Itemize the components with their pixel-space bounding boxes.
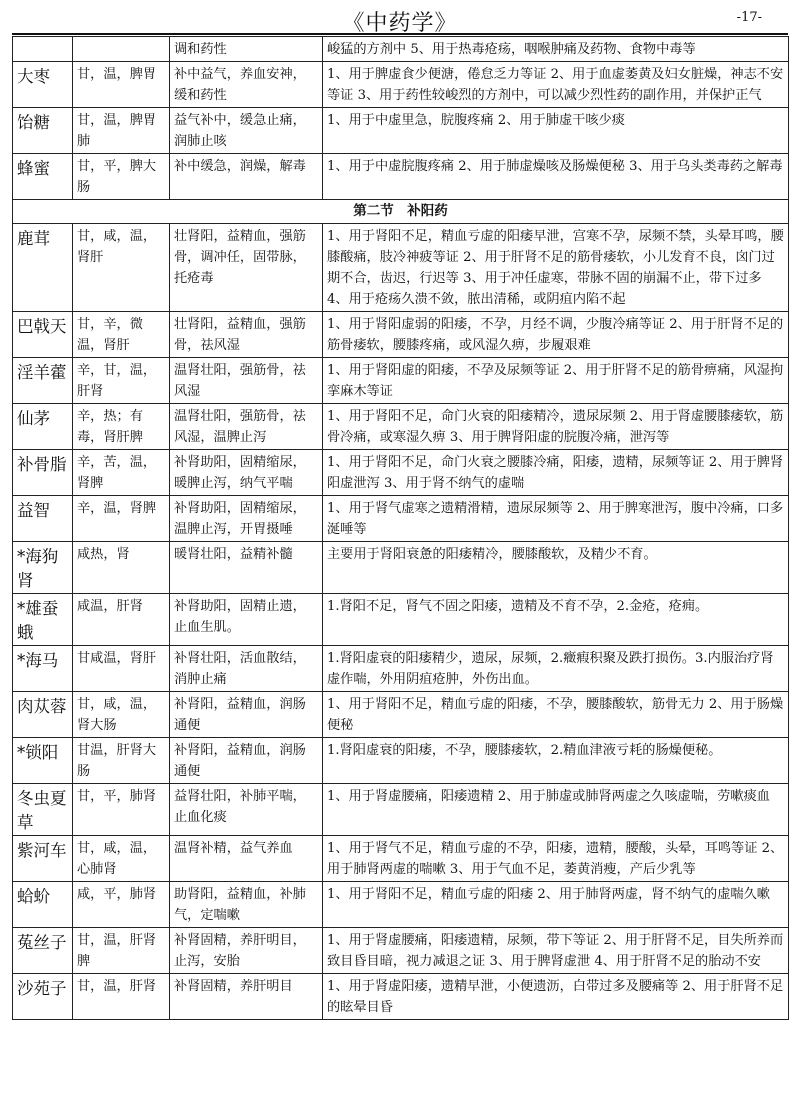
- herb-name: 仙茅: [13, 404, 73, 450]
- table-row: [13, 542, 789, 594]
- herb-usage: 1、用于肾阳不足，精血亏虚的阳痿 2、用于肺肾两虚，肾不纳气的虚喘久嗽: [323, 882, 789, 928]
- herb-usage: 1、用于肾虚阳痿，遗精早泄，小便遗沥，白带过多及腰痛等 2、用于肝肾不足的眩晕目昏: [323, 974, 789, 1020]
- table-row: [13, 224, 789, 312]
- herb-usage: 1、用于肾阳不足，精血亏虚的阳痿，不孕，腰膝酸软，筋骨无力 2、用于肠燥便秘: [323, 692, 789, 738]
- table-row: [13, 404, 789, 450]
- herb-name: 饴糖: [13, 108, 73, 154]
- herb-property: 甘温，肝肾大肠: [73, 738, 170, 784]
- herb-name: 鹿茸: [13, 224, 73, 312]
- table-row: [13, 646, 789, 692]
- herb-function: 补肾阳，益精血，润肠通便: [170, 738, 323, 784]
- herb-usage: 1、用于肾阳虚的阳痿，不孕及尿频等证 2、用于肝肾不足的筋骨痹痛，风湿拘挛麻木等证: [323, 358, 789, 404]
- table-row: [13, 928, 789, 974]
- herb-property: 甘，咸，温，肾肝: [73, 224, 170, 312]
- herb-function: 补肾助阳，固精缩尿，暖脾止泻，纳气平喘: [170, 450, 323, 496]
- herb-usage: 1.肾阳不足，肾气不固之阳痿，遗精及不育不孕，2.金疮，疮痈。: [323, 594, 789, 646]
- herb-name: 淫羊藿: [13, 358, 73, 404]
- herb-table: [12, 36, 789, 1020]
- herb-name: 巴戟天: [13, 312, 73, 358]
- herb-usage: 1、用于肾气虚寒之遗精滑精，遗尿尿频等 2、用于脾寒泄泻，腹中冷痛，口多涎唾等: [323, 496, 789, 542]
- herb-usage: 峻猛的方剂中 5、用于热毒疮疡，咽喉肿痛及药物、食物中毒等: [323, 37, 789, 62]
- herb-name: 大枣: [13, 62, 73, 108]
- herb-property: 咸温，肝肾: [73, 594, 170, 646]
- herb-function: 补中益气，养血安神，缓和药性: [170, 62, 323, 108]
- herb-name: 紫河车: [13, 836, 73, 882]
- table-row: [13, 62, 789, 108]
- herb-name: *锁阳: [13, 738, 73, 784]
- herb-name: *雄蚕蛾: [13, 594, 73, 646]
- document-title: 《中药学》: [342, 11, 458, 36]
- herb-usage: 1、用于脾虚食少便溏，倦怠乏力等证 2、用于血虚萎黄及妇女脏燥，神志不安等证 3、用于药性较峻烈的方剂中，可以减少烈性药的副作用，并保护正气: [323, 62, 789, 108]
- herb-function: 补肾固精，养肝明目，止泻，安胎: [170, 928, 323, 974]
- table-row: [13, 738, 789, 784]
- herb-table-body: [13, 37, 789, 1020]
- herb-property: 甘，温，脾胃肺: [73, 108, 170, 154]
- herb-usage: 1、用于肾阳虚弱的阳痿，不孕，月经不调，少腹冷痛等证 2、用于肝肾不足的筋骨痿软，腰膝疼痛，或风湿久痹，步履艰难: [323, 312, 789, 358]
- herb-function: 温肾补精，益气养血: [170, 836, 323, 882]
- herb-property: 辛，热；有毒，肾肝脾: [73, 404, 170, 450]
- page-number: -17-: [736, 10, 762, 25]
- herb-name: *海马: [13, 646, 73, 692]
- table-row: [13, 37, 789, 62]
- table-row: [13, 594, 789, 646]
- herb-name: 益智: [13, 496, 73, 542]
- herb-function: 益气补中，缓急止痛，润肺止咳: [170, 108, 323, 154]
- table-row: [13, 882, 789, 928]
- herb-function: 暖肾壮阳，益精补髓: [170, 542, 323, 594]
- herb-usage: 1.肾阳虚衰的阳痿，不孕，腰膝痿软，2.精血津液亏耗的肠燥便秘。: [323, 738, 789, 784]
- herb-name: [13, 37, 73, 62]
- herb-property: 甘，平，肺肾: [73, 784, 170, 836]
- herb-name: 冬虫夏草: [13, 784, 73, 836]
- herb-function: 补肾助阳，固精止遗，止血生肌。: [170, 594, 323, 646]
- herb-name: 肉苁蓉: [13, 692, 73, 738]
- herb-property: 甘，咸，温，心肺肾: [73, 836, 170, 882]
- herb-usage: 1、用于肾气不足，精血亏虚的不孕，阳痿，遗精，腰酸，头晕，耳鸣等证 2、用于肺肾两虚的喘嗽 3、用于气血不足，萎黄消瘦，产后少乳等: [323, 836, 789, 882]
- herb-usage: 1、用于肾阳不足，命门火衰的阳痿精冷，遗尿尿频 2、用于肾虚腰膝痿软，筋骨冷痛，或寒湿久痹 3、用于脾肾阳虚的脘腹冷痛，泄泻等: [323, 404, 789, 450]
- herb-usage: 主要用于肾阳衰惫的阳痿精冷，腰膝酸软，及精少不育。: [323, 542, 789, 594]
- table-row: [13, 836, 789, 882]
- page-header: [0, 0, 800, 36]
- herb-property: 辛，甘，温，肝肾: [73, 358, 170, 404]
- herb-property: 甘咸温，肾肝: [73, 646, 170, 692]
- herb-function: 助肾阳，益精血，补肺气，定喘嗽: [170, 882, 323, 928]
- herb-function: 补肾壮阳，活血散结，消肿止痛: [170, 646, 323, 692]
- herb-usage: 1、用于中虚脘腹疼痛 2、用于肺虚燥咳及肠燥便秘 3、用于乌头类毒药之解毒: [323, 154, 789, 200]
- herb-property: 咸，平，肺肾: [73, 882, 170, 928]
- herb-property: 甘，咸，温，肾大肠: [73, 692, 170, 738]
- section-heading-row: [13, 200, 789, 224]
- herb-property: [73, 37, 170, 62]
- table-row: [13, 450, 789, 496]
- table-row: [13, 154, 789, 200]
- herb-function: 温肾壮阳，强筋骨，祛风湿: [170, 358, 323, 404]
- table-row: [13, 692, 789, 738]
- herb-function: 壮肾阳，益精血，强筋骨，调冲任，固带脉，托疮毒: [170, 224, 323, 312]
- herb-function: 补肾阳，益精血，润肠通便: [170, 692, 323, 738]
- herb-usage: 1、用于肾阳不足，命门火衰之腰膝冷痛，阳痿，遗精，尿频等证 2、用于脾肾阳虚泄泻 3、用于肾不纳气的虚喘: [323, 450, 789, 496]
- section-heading: 第二节 补阳药: [13, 200, 789, 224]
- herb-usage: 1.肾阳虚衰的阳痿精少，遗尿，尿频，2.癥瘕积聚及跌打损伤。3.内服治疗肾虚作喘，外用阴疽疮肿，外伤出血。: [323, 646, 789, 692]
- herb-name: 补骨脂: [13, 450, 73, 496]
- herb-usage: 1、用于中虚里急，脘腹疼痛 2、用于肺虚干咳少痰: [323, 108, 789, 154]
- herb-usage: 1、用于肾阳不足，精血亏虚的阳痿早泄，宫寒不孕，尿频不禁，头晕耳鸣，腰膝酸痛，肢冷神疲等证 2、用于肝肾不足的筋骨痿软，小儿发育不良，囟门过期不合，齿迟，行迟等 3、用于冲任虚寒，带脉不固的崩漏不止，带下过多 4、用于疮疡久溃不敛，脓出清稀，或阴疽内陷不起: [323, 224, 789, 312]
- herb-property: 辛，温，肾脾: [73, 496, 170, 542]
- herb-name: 菟丝子: [13, 928, 73, 974]
- herb-function: 补肾固精，养肝明目: [170, 974, 323, 1020]
- herb-function: 补中缓急，润燥，解毒: [170, 154, 323, 200]
- herb-property: 甘，辛，微温，肾肝: [73, 312, 170, 358]
- table-row: [13, 974, 789, 1020]
- herb-property: 咸热，肾: [73, 542, 170, 594]
- herb-function: 调和药性: [170, 37, 323, 62]
- table-row: [13, 108, 789, 154]
- herb-usage: 1、用于肾虚腰痛，阳痿遗精，尿频，带下等证 2、用于肝肾不足，目失所养而致目昏目暗，视力减退之证 3、用于脾肾虚泄 4、用于肝肾不足的胎动不安: [323, 928, 789, 974]
- herb-name: *海狗肾: [13, 542, 73, 594]
- herb-name: 蜂蜜: [13, 154, 73, 200]
- herb-usage: 1、用于肾虚腰痛，阳痿遗精 2、用于肺虚或肺肾两虚之久咳虚喘，劳嗽痰血: [323, 784, 789, 836]
- herb-name: 蛤蚧: [13, 882, 73, 928]
- herb-property: 甘，温，肝肾: [73, 974, 170, 1020]
- herb-property: 甘，平，脾大肠: [73, 154, 170, 200]
- table-row: [13, 784, 789, 836]
- herb-property: 甘，温，脾胃: [73, 62, 170, 108]
- herb-function: 壮肾阳，益精血，强筋骨，祛风湿: [170, 312, 323, 358]
- herb-name: 沙苑子: [13, 974, 73, 1020]
- table-row: [13, 312, 789, 358]
- herb-function: 温肾壮阳，强筋骨，祛风湿，温脾止泻: [170, 404, 323, 450]
- header-rule: [12, 33, 788, 35]
- table-row: [13, 358, 789, 404]
- herb-property: 辛，苦，温，肾脾: [73, 450, 170, 496]
- herb-property: 甘，温，肝肾脾: [73, 928, 170, 974]
- herb-function: 补肾助阳，固精缩尿，温脾止泻，开胃摄唾: [170, 496, 323, 542]
- herb-function: 益肾壮阳，补肺平喘，止血化痰: [170, 784, 323, 836]
- table-row: [13, 496, 789, 542]
